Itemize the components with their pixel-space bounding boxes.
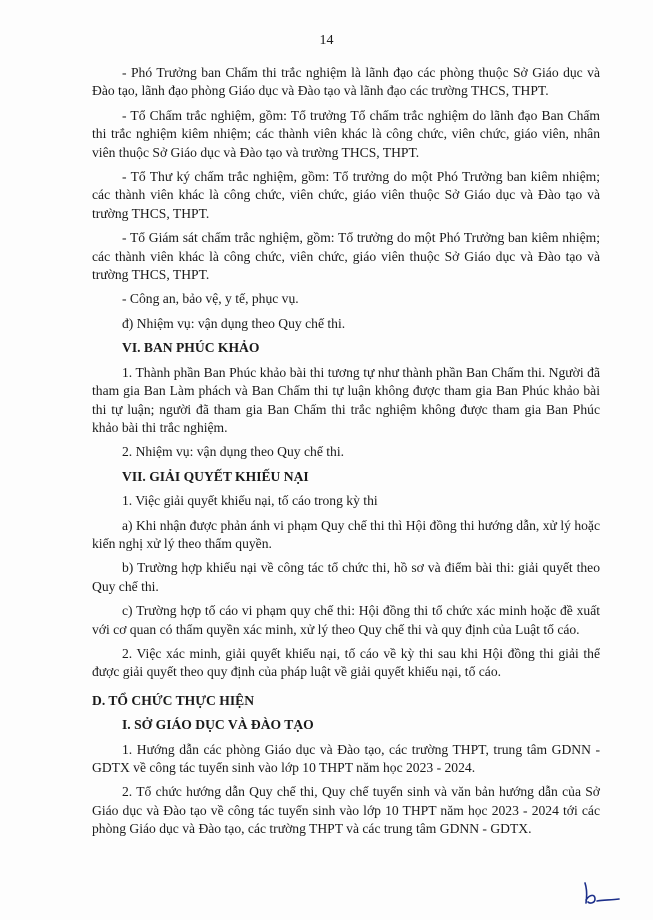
paragraph: 1. Hướng dẫn các phòng Giáo dục và Đào tạo, các trường THPT, trung tâm GDNN - GDTX về công tác tuyển sinh vào lớp 10 THPT năm học 2023 - 2024. — [92, 741, 600, 775]
page-number: 14 — [319, 33, 334, 48]
paragraph: - Công an, bảo vệ, y tế, phục vụ. — [122, 291, 299, 307]
paragraph: 1. Việc giải quyết khiếu nại, tố cáo trong kỳ thi — [122, 493, 378, 509]
paragraph: - Tổ Thư ký chấm trắc nghiệm, gồm: Tổ trưởng do một Phó Trưởng ban kiêm nhiệm; các thành viên khác là công chức, viên chức, giáo viên thuộc Sở Giáo dục và Đào tạo và trường THCS, THPT. — [92, 169, 600, 221]
document-body — [92, 64, 600, 845]
section-heading-d: D. TỔ CHỨC THỰC HIỆN — [92, 692, 255, 708]
paragraph: - Tổ Chấm trắc nghiệm, gồm: Tổ trưởng Tổ chấm trắc nghiệm do lãnh đạo Ban Chấm thi trắc nghiệm kiêm nhiệm; các thành viên khác là công chức, viên chức, giáo viên, nhân viên thuộc Sở Giáo dục và Đào tạo và trường THCS, THPT. — [92, 107, 600, 160]
initials-signature — [581, 880, 621, 906]
section-heading-vii: VII. GIẢI QUYẾT KHIẾU NẠI — [122, 468, 309, 484]
paragraph: đ) Nhiệm vụ: vận dụng theo Quy chế thi. — [122, 315, 346, 331]
paragraph: - Phó Trưởng ban Chấm thi trắc nghiệm là lãnh đạo các phòng thuộc Sở Giáo dục và Đào tạo, lãnh đạo phòng Giáo dục và Đào tạo và lãnh đạo các trường THCS, THPT. — [92, 65, 600, 99]
paragraph: - Tổ Giám sát chấm trắc nghiệm, gồm: Tổ trưởng do một Phó Trưởng ban kiêm nhiệm; các thành viên khác là công chức, viên chức, giáo viên thuộc Sở Giáo dục và Đào tạo và trường THCS, THPT. — [92, 230, 600, 283]
paragraph: 2. Nhiệm vụ: vận dụng theo Quy chế thi. — [122, 444, 344, 460]
paragraph: 1. Thành phần Ban Phúc khảo bài thi tương tự như thành phần Ban Chấm thi. Người đã tham gia Ban Làm phách và Ban Chấm thi tự luận không được tham gia Ban Phúc khảo bài thi tự luận; người đã tham gia Ban Chấm thi trắc nghiệm không được tham gia Ban Phúc khảo bài thi trắc nghiệm. — [92, 364, 600, 435]
paragraph: 2. Việc xác minh, giải quyết khiếu nại, tố cáo về kỳ thi sau khi Hội đồng thi giải thể được giải quyết theo quy định của pháp luật về giải quyết khiếu nại, tố cáo. — [92, 645, 600, 680]
paragraph: c) Trường hợp tố cáo vi phạm quy chế thi: Hội đồng thi tổ chức xác minh hoặc đề xuất với cơ quan có thẩm quyền xác minh, xử lý theo Quy chế thi và quy định của Luật tố cáo. — [92, 603, 600, 637]
paragraph: 2. Tổ chức hướng dẫn Quy chế thi, Quy chế tuyển sinh và văn bản hướng dẫn của Sở Giáo dục và Đào tạo về công tác tuyển sinh vào lớp 10 THPT năm học 2023 - 2024 tới các phòng Giáo dục và Đào tạo, các trường THPT và các trung tâm GDNN - GDTX. — [92, 784, 600, 837]
paragraph: b) Trường hợp khiếu nại về công tác tổ chức thi, hồ sơ và điểm bài thi: giải quyết theo Quy chế thi. — [92, 560, 600, 594]
paragraph: a) Khi nhận được phản ánh vi phạm Quy chế thi thì Hội đồng thi hướng dẫn, xử lý hoặc kiến nghị xử lý theo thẩm quyền. — [92, 517, 600, 551]
sub-heading-so-giao-duc: I. SỞ GIÁO DỤC VÀ ĐÀO TẠO — [122, 717, 314, 733]
section-heading-vi: VI. BAN PHÚC KHẢO — [122, 340, 260, 356]
